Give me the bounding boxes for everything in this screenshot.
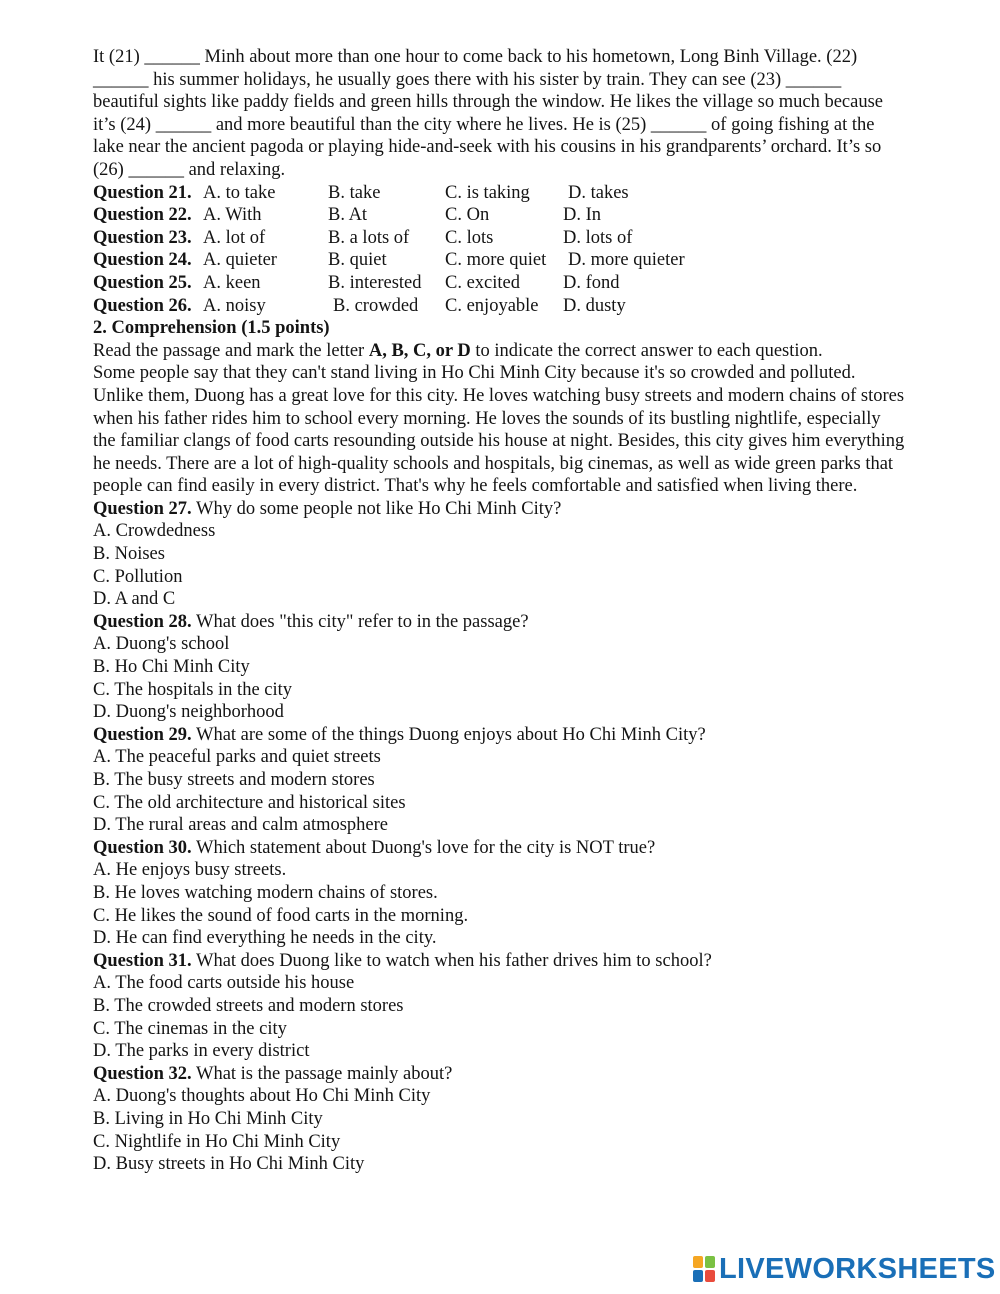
question-25: [93, 272, 963, 295]
question-stem: Question 29. What are some of the things Duong enjoys about Ho Chi Minh City?: [93, 724, 706, 745]
passage-line: people can find easily in every district. That's why he feels comfortable and satisfied when living there.: [93, 476, 858, 497]
cloze-line: beautiful sights like paddy fields and green hills through the window. He likes the village so much because: [93, 92, 884, 113]
option-d[interactable]: D. fond: [563, 272, 620, 293]
option-a[interactable]: A. Crowdedness: [93, 521, 216, 542]
option-d[interactable]: D. dusty: [563, 295, 626, 316]
option-a[interactable]: A. The peaceful parks and quiet streets: [93, 747, 381, 768]
passage-line: Some people say that they can't stand living in Ho Chi Minh City because it's so crowded and polluted.: [93, 363, 856, 384]
question-31: [93, 950, 963, 1063]
cloze-passage: [93, 46, 963, 182]
question-stem: Question 28. What does "this city" refer to in the passage?: [93, 611, 529, 632]
option-d[interactable]: D. In: [563, 205, 602, 226]
liveworksheets-logo: [693, 1254, 996, 1284]
cloze-line: ______ his summer holidays, he usually goes there with his sister by train. They can see (23) ______: [93, 69, 842, 90]
question-26: [93, 295, 963, 318]
logo-mark-icon: [693, 1256, 715, 1282]
option-a[interactable]: A. He enjoys busy streets.: [93, 860, 287, 881]
question-label: Question 24.: [93, 250, 192, 271]
option-b[interactable]: B. The busy streets and modern stores: [93, 770, 375, 790]
option-c[interactable]: C. Pollution: [93, 566, 183, 587]
option-a[interactable]: A. quieter: [203, 250, 277, 271]
option-c[interactable]: C. is taking: [445, 182, 530, 203]
option-a[interactable]: A. noisy: [203, 295, 266, 316]
question-label: Question 26.: [93, 295, 192, 316]
option-b[interactable]: B. At: [328, 205, 368, 226]
option-d[interactable]: D. Duong's neighborhood: [93, 702, 284, 723]
option-b[interactable]: B. interested: [328, 272, 422, 293]
option-c[interactable]: C. Nightlife in Ho Chi Minh City: [93, 1131, 341, 1152]
option-c[interactable]: C. excited: [445, 272, 521, 293]
option-b[interactable]: B. Noises: [93, 544, 165, 565]
reading-passage: [93, 362, 963, 498]
option-c[interactable]: C. The hospitals in the city: [93, 679, 293, 700]
option-c[interactable]: C. lots: [445, 227, 494, 248]
question-stem: Question 30. Which statement about Duong's love for the city is NOT true?: [93, 837, 656, 858]
question-23: [93, 227, 963, 250]
option-d[interactable]: D. The parks in every district: [93, 1041, 310, 1062]
option-a[interactable]: A. Duong's thoughts about Ho Chi Minh City: [93, 1086, 431, 1107]
cloze-line: (26) ______ and relaxing.: [93, 159, 286, 180]
option-c[interactable]: C. On: [445, 205, 490, 226]
option-d[interactable]: D. A and C: [93, 589, 176, 610]
passage-line: he needs. There are a lot of high-quality schools and hospitals, big cinemas, as well as wide green parks that: [93, 453, 894, 474]
passage-line: when his father rides him to school every morning. He loves the sounds of its bustling nightlife, especially: [93, 408, 881, 429]
option-c[interactable]: C. enjoyable: [445, 295, 539, 316]
option-b[interactable]: B. He loves watching modern chains of stores.: [93, 882, 438, 903]
option-d[interactable]: D. takes: [568, 182, 629, 203]
option-d[interactable]: D. He can find everything he needs in the city.: [93, 928, 437, 949]
cloze-line: lake near the ancient pagoda or playing hide-and-seek with his cousins in his grandparents’ orchard. It’s so: [93, 137, 882, 158]
question-21: [93, 182, 963, 205]
option-b[interactable]: B. a lots of: [328, 227, 410, 248]
passage-line: Unlike them, Duong has a great love for this city. He loves watching busy streets and modern chains of stores: [93, 385, 905, 406]
option-d[interactable]: D. The rural areas and calm atmosphere: [93, 815, 389, 836]
question-28: [93, 611, 963, 724]
option-a[interactable]: A. lot of: [203, 227, 266, 248]
instruction: Read the passage and mark the letter A, B, C, or D to indicate the correct answer to each question.: [93, 340, 823, 361]
question-label: Question 21.: [93, 182, 192, 203]
cloze-questions: [93, 182, 963, 318]
option-c[interactable]: C. The old architecture and historical sites: [93, 792, 406, 813]
option-a[interactable]: A. to take: [203, 182, 276, 203]
cloze-line: It (21) ______ Minh about more than one hour to come back to his hometown, Long Binh Village. (22): [93, 47, 858, 67]
option-a[interactable]: A. The food carts outside his house: [93, 973, 355, 994]
option-a[interactable]: A. keen: [203, 272, 261, 293]
question-29: [93, 724, 963, 837]
option-d[interactable]: D. more quieter: [568, 250, 685, 271]
question-24: [93, 249, 963, 272]
question-label: Question 23.: [93, 227, 192, 248]
question-stem: Question 32. What is the passage mainly about?: [93, 1063, 453, 1084]
passage-line: the familiar clangs of food carts resounding outside his house at night. Besides, this city gives him everything: [93, 431, 905, 452]
question-stem: Question 27. Why do some people not like Ho Chi Minh City?: [93, 498, 562, 519]
question-22: [93, 204, 963, 227]
question-label: Question 25.: [93, 272, 192, 293]
option-a[interactable]: A. With: [203, 205, 262, 226]
question-27: [93, 498, 963, 611]
question-label: Question 22.: [93, 205, 192, 226]
logo-text: LIVEWORKSHEETS: [719, 1252, 996, 1285]
option-d[interactable]: D. lots of: [563, 227, 633, 248]
option-b[interactable]: B. Living in Ho Chi Minh City: [93, 1108, 323, 1129]
cloze-line: it’s (24) ______ and more beautiful than the city where he lives. He is (25) ______ of going fishing at the: [93, 114, 875, 135]
option-c[interactable]: C. The cinemas in the city: [93, 1018, 287, 1039]
option-a[interactable]: A. Duong's school: [93, 634, 230, 655]
question-32: [93, 1063, 963, 1176]
option-b[interactable]: B. Ho Chi Minh City: [93, 657, 250, 678]
option-b[interactable]: B. The crowded streets and modern stores: [93, 995, 404, 1016]
question-30: [93, 837, 963, 950]
section-heading: 2. Comprehension (1.5 points): [93, 318, 330, 339]
question-stem: Question 31. What does Duong like to watch when his father drives him to school?: [93, 950, 712, 971]
option-c[interactable]: C. He likes the sound of food carts in the morning.: [93, 905, 469, 926]
option-c[interactable]: C. more quiet: [445, 250, 547, 271]
worksheet-page: [93, 46, 963, 1176]
option-d[interactable]: D. Busy streets in Ho Chi Minh City: [93, 1154, 365, 1175]
option-b[interactable]: B. take: [328, 182, 381, 203]
option-b[interactable]: B. quiet: [328, 250, 387, 271]
option-b[interactable]: B. crowded: [333, 295, 419, 316]
